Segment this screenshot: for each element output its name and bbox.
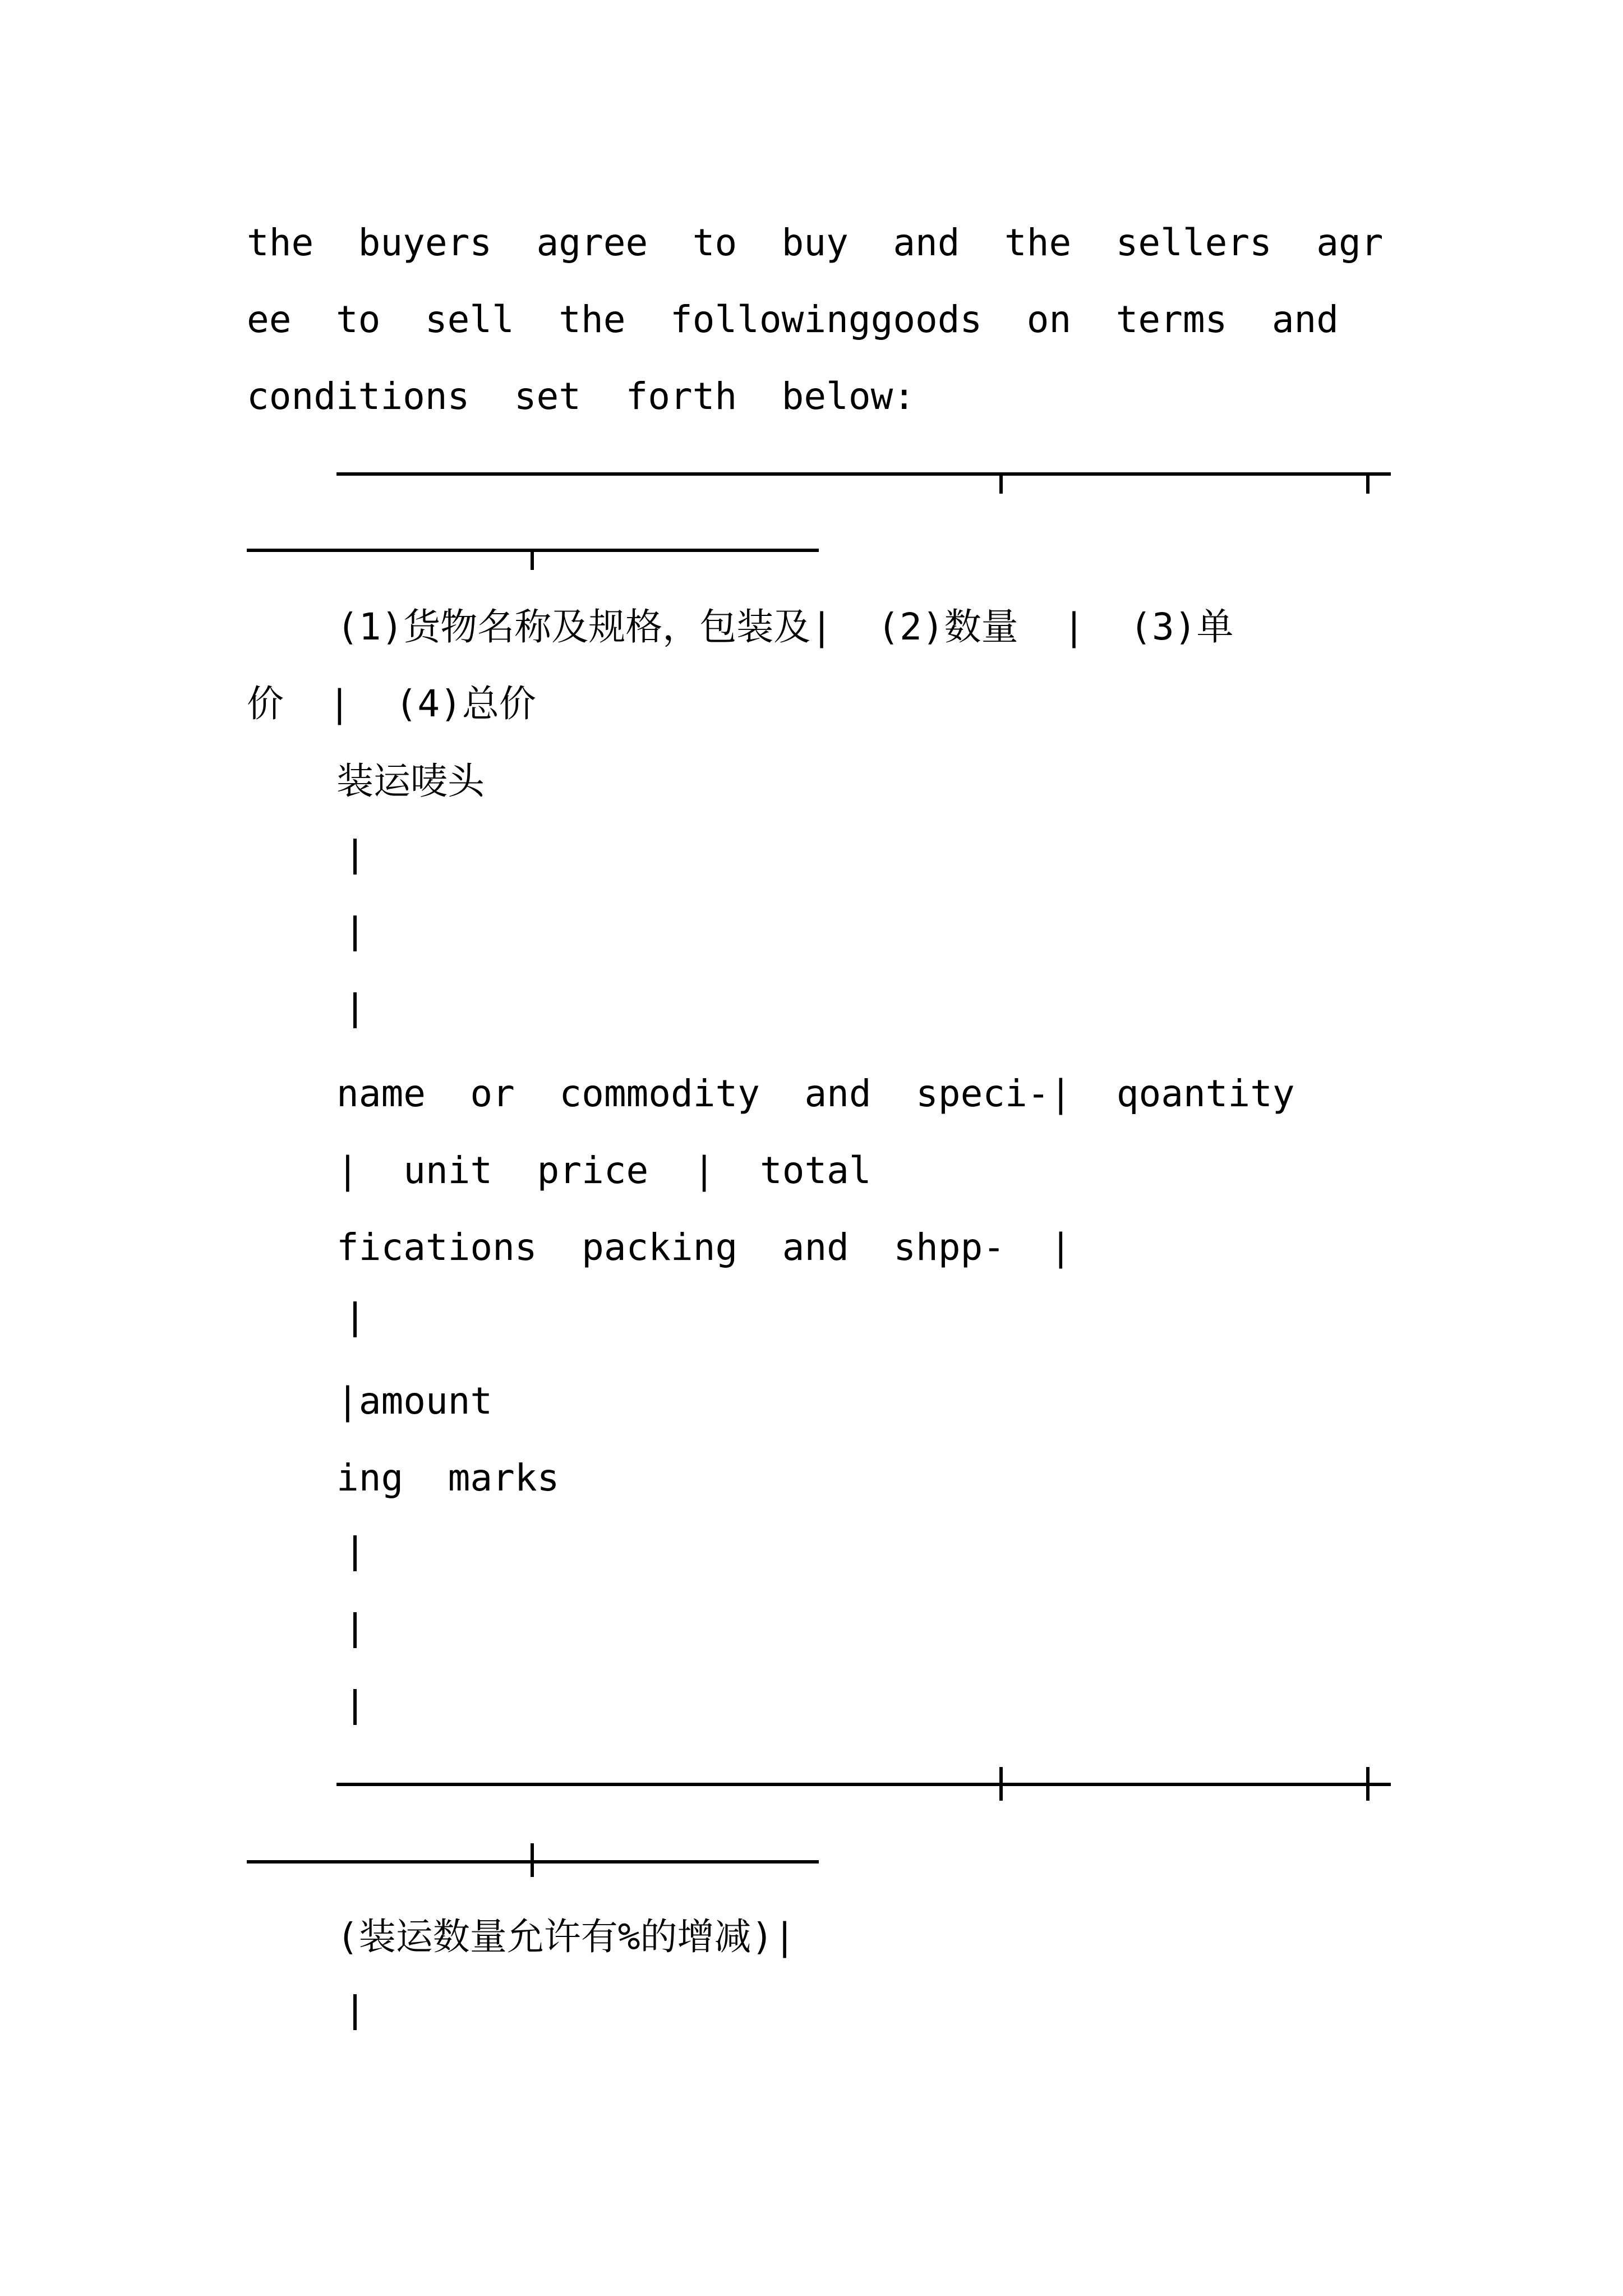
table-top-divider	[1366, 472, 1370, 494]
footer-cn-line-1: (装运数量允许有%的增减)|	[336, 1915, 796, 1958]
column-bar	[353, 992, 357, 1028]
header-en-line-2: | unit price | total	[336, 1149, 872, 1192]
column-bar	[353, 1994, 357, 2030]
header-cn-line-3: 装运唛头	[336, 760, 485, 803]
intro-line-1: the buyers agree to buy and the sellers agr	[247, 221, 1384, 264]
header-en-line-4: |amount	[336, 1379, 493, 1423]
table-top-divider	[531, 549, 534, 570]
header-cn-line-1: (1)货物名称及规格，包装及| (2)数量 | (3)单	[336, 605, 1234, 648]
column-bar	[353, 915, 357, 951]
column-bar	[353, 1535, 357, 1571]
column-bar	[353, 1301, 357, 1337]
header-cn-line-2: 价 | (4)总价	[247, 682, 536, 725]
table-mid-divider	[531, 1843, 534, 1877]
column-bar	[353, 839, 357, 875]
table-top-divider	[999, 472, 1003, 494]
column-bar	[353, 1689, 357, 1725]
table-mid-divider	[1366, 1767, 1370, 1801]
header-en-line-1: name or commodity and speci-| qoantity	[336, 1072, 1295, 1115]
table-mid-border	[336, 1783, 1391, 1786]
header-en-line-5: ing marks	[336, 1456, 560, 1499]
table-top-border	[336, 472, 1391, 476]
column-bar	[353, 1612, 357, 1648]
header-en-line-3: fications packing and shpp- |	[336, 1226, 1072, 1269]
intro-line-2: ee to sell the followinggoods on terms and	[247, 298, 1339, 341]
intro-line-3: conditions set forth below:	[247, 375, 916, 418]
table-mid-divider	[999, 1767, 1003, 1801]
